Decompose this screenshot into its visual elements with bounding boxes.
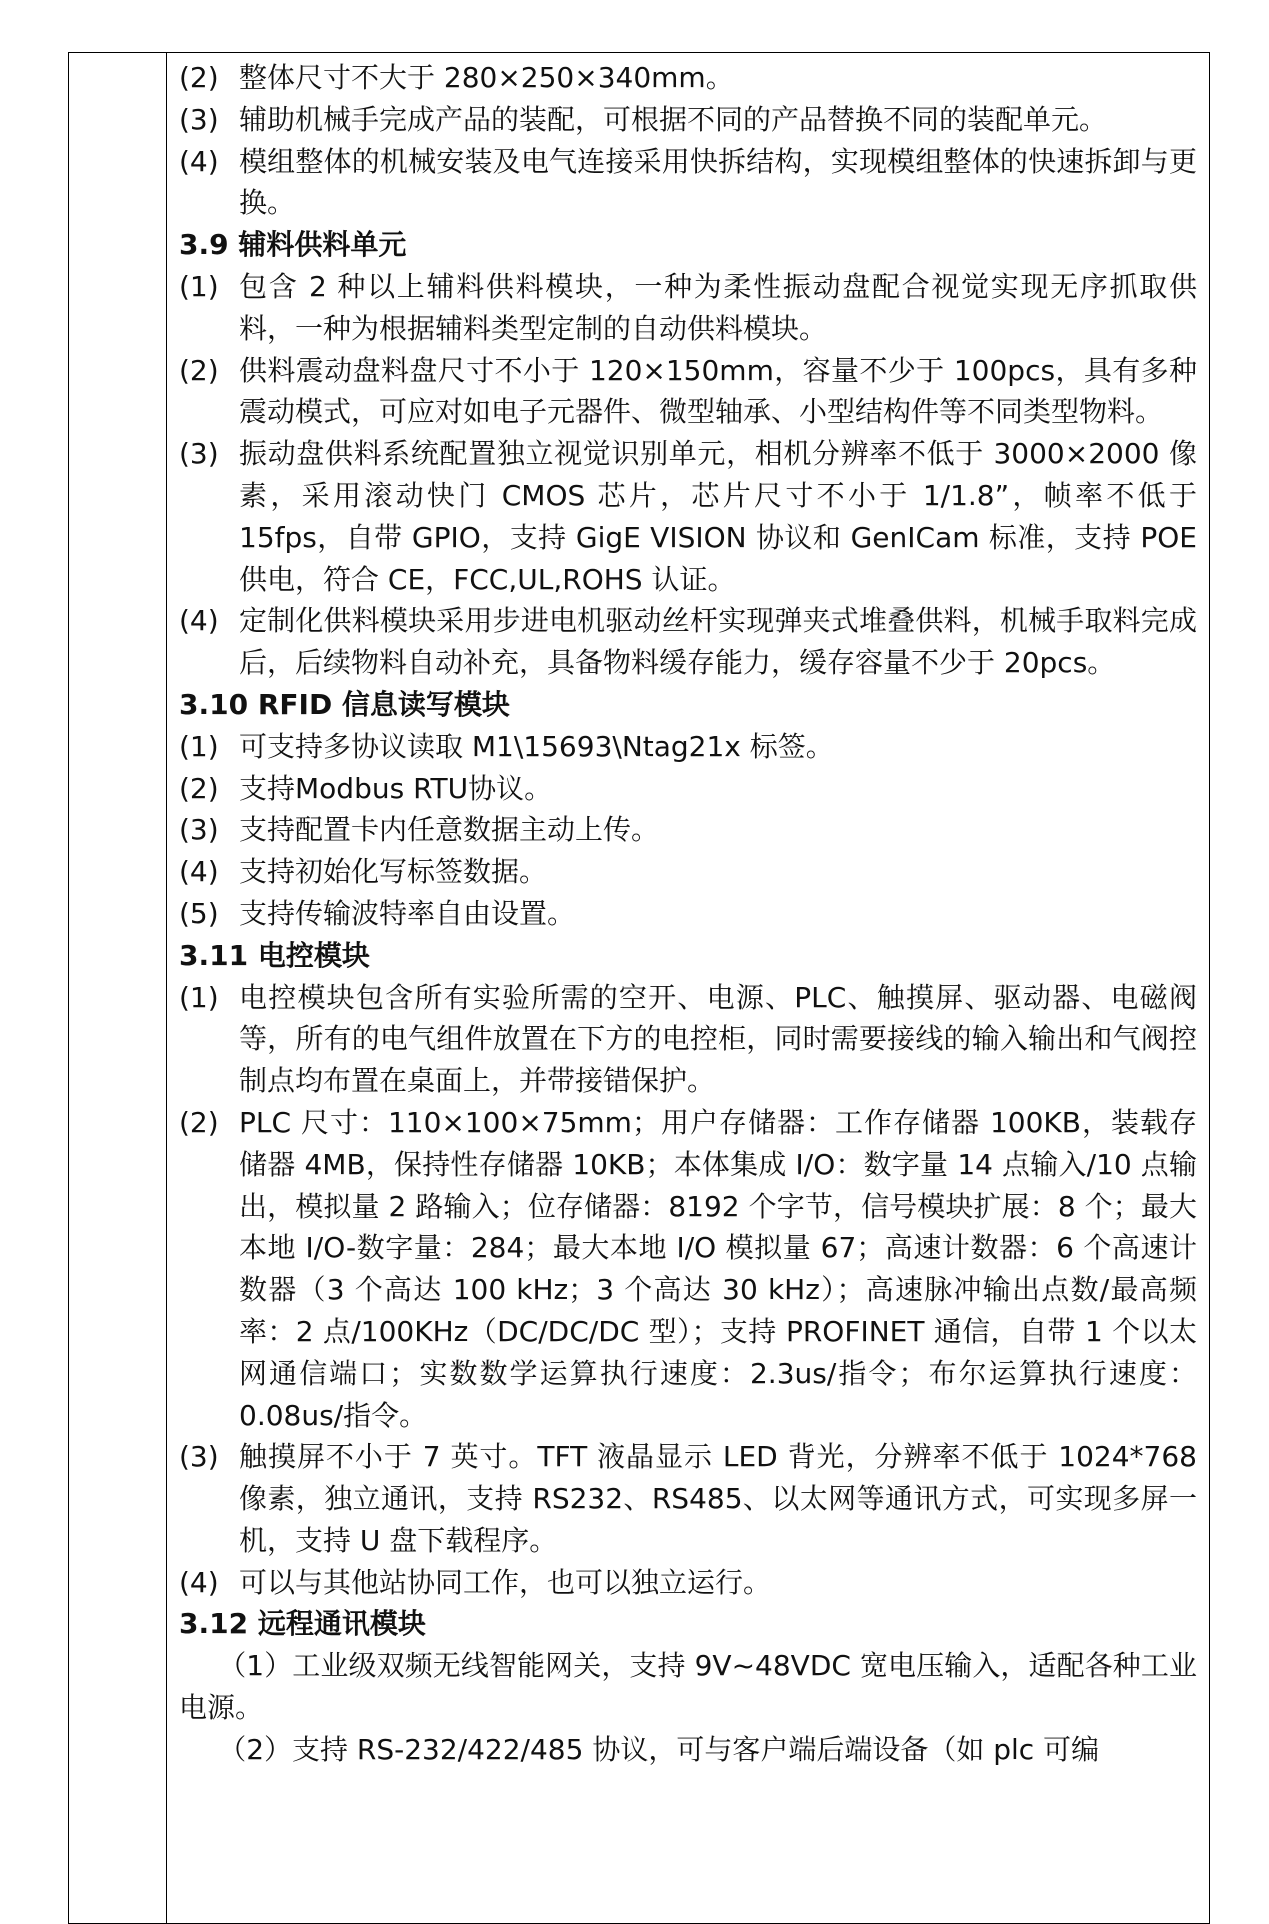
list-item	[179, 1102, 1197, 1436]
list-item-text: 触摸屏不小于 7 英寸。TFT 液晶显示 LED 背光，分辨率不低于 1024*768 像素，独立通讯，支持 RS232、RS485、以太网等通讯方式，可实现多屏一机，支持 U 盘下载程序。	[239, 1440, 1197, 1557]
list-item-text: 整体尺寸不大于 280×250×340mm。	[239, 61, 734, 94]
list-item-text: 支持配置卡内任意数据主动上传。	[239, 813, 660, 847]
list-item-text: 支持Modbus RTU协议。	[239, 771, 553, 805]
list-item	[179, 851, 1197, 893]
list-item-text: 电控模块包含所有实验所需的空开、电源、PLC、触摸屏、驱动器、电磁阀等，所有的电气组件放置在下方的电控柜，同时需要接线的输入输出和气阀控制点均布置在桌面上，并带接错保护。	[239, 980, 1197, 1098]
list-item-number: (2)	[179, 771, 219, 805]
section-heading: 3.12 远程通讯模块	[179, 1607, 426, 1641]
list-item	[179, 726, 1197, 768]
list-item-text: 模组整体的机械安装及电气连接采用快拆结构，实现模组整体的快速拆卸与更换。	[239, 144, 1197, 220]
left-column-cell	[69, 53, 167, 1924]
list-item-text: 辅助机械手完成产品的装配，可根据不同的产品替换不同的装配单元。	[239, 102, 1108, 136]
list-item-text: 定制化供料模块采用步进电机驱动丝杆实现弹夹式堆叠供料，机械手取料完成后，后续物料自动补充，具备物料缓存能力，缓存容量不少于 20pcs。	[239, 604, 1197, 680]
list-item-text: 可支持多协议读取 M1\15693\Ntag21x 标签。	[239, 729, 834, 763]
list-item-number: (1)	[179, 269, 219, 303]
list-item-number: (3)	[179, 1440, 219, 1474]
table-row	[69, 53, 1210, 1924]
list-item	[179, 141, 1197, 225]
list-item-number: (2)	[179, 61, 219, 94]
list-item-number: (1)	[179, 729, 219, 763]
spec-table	[68, 52, 1210, 1924]
list-item	[179, 57, 1197, 99]
list-item	[179, 266, 1197, 350]
list-item-number: (5)	[179, 896, 219, 930]
list-item-number: (4)	[179, 1565, 219, 1599]
list-item-text: 供料震动盘料盘尺寸不小于 120×150mm，容量不少于 100pcs，具有多种震动模式，可应对如电子元器件、微型轴承、小型结构件等不同类型物料。	[239, 353, 1197, 429]
content-cell	[167, 53, 1210, 1924]
list-item-text: PLC 尺寸：110×100×75mm；用户存储器：工作存储器 100KB，装载存储器 4MB，保持性存储器 10KB；本体集成 I/O：数字量 14 点输入/10 点输出，模拟量 2 路输入；位存储器：8192 个字节，信号模块扩展：8 个；最大本地 I/O-数字量：284；最大本地 I/O 模拟量 67；高速计数器：6 个高速计数器（3 个高达 100 kHz；3 个高达 30 kHz）；高速脉冲输出点数/最高频率：2 点/100KHz（DC/DC/DC 型）；支持 PROFINET 通信，自带 1 个以太网通信端口；实数数学运算执行速度：2.3us/指令；布尔运算执行速度：0.08us/指令。	[239, 1105, 1197, 1432]
list-item-number: (3)	[179, 102, 219, 136]
list-item	[179, 893, 1197, 935]
list-item-number: (3)	[179, 437, 219, 471]
section-heading: 3.9 辅料供料单元	[179, 228, 407, 262]
list-item	[179, 768, 1197, 810]
content-body	[167, 53, 1209, 1771]
list-item-number: (4)	[179, 144, 219, 178]
list-item-text: 支持传输波特率自由设置。	[239, 896, 576, 930]
paragraph: （2）支持 RS-232/422/485 协议，可与客户端后端设备（如 plc 可编	[218, 1732, 1100, 1766]
list-item	[179, 809, 1197, 851]
list-item-number: (2)	[179, 353, 219, 387]
list-item-number: (4)	[179, 855, 219, 889]
list-item-number: (2)	[179, 1105, 219, 1139]
list-item-number: (1)	[179, 980, 219, 1014]
paragraph: （1）工业级双频无线智能网关，支持 9V~48VDC 宽电压输入，适配各种工业电源。	[179, 1649, 1197, 1725]
list-item-text: 支持初始化写标签数据。	[239, 855, 548, 889]
list-item-number: (4)	[179, 604, 219, 638]
list-item	[179, 350, 1197, 434]
section-heading: 3.10 RFID 信息读写模块	[179, 687, 510, 721]
list-item	[179, 433, 1197, 600]
list-item-text: 振动盘供料系统配置独立视觉识别单元，相机分辨率不低于 3000×2000 像素，采用滚动快门 CMOS 芯片，芯片尺寸不小于 1/1.8”，帧率不低于 15fps，自带 GPIO，支持 GigE VISION 协议和 GenICam 标准，支持 POE 供电，符合 CE，FCC,UL,ROHS 认证。	[239, 437, 1197, 596]
list-item	[179, 977, 1197, 1102]
list-item-text: 包含 2 种以上辅料供料模块，一种为柔性振动盘配合视觉实现无序抓取供料，一种为根据辅料类型定制的自动供料模块。	[239, 269, 1197, 345]
list-item	[179, 99, 1197, 141]
list-item	[179, 1436, 1197, 1561]
list-item-text: 可以与其他站协同工作，也可以独立运行。	[239, 1565, 772, 1599]
list-item-number: (3)	[179, 813, 219, 847]
section-heading: 3.11 电控模块	[179, 938, 370, 972]
list-item	[179, 1562, 1197, 1604]
list-item	[179, 600, 1197, 684]
